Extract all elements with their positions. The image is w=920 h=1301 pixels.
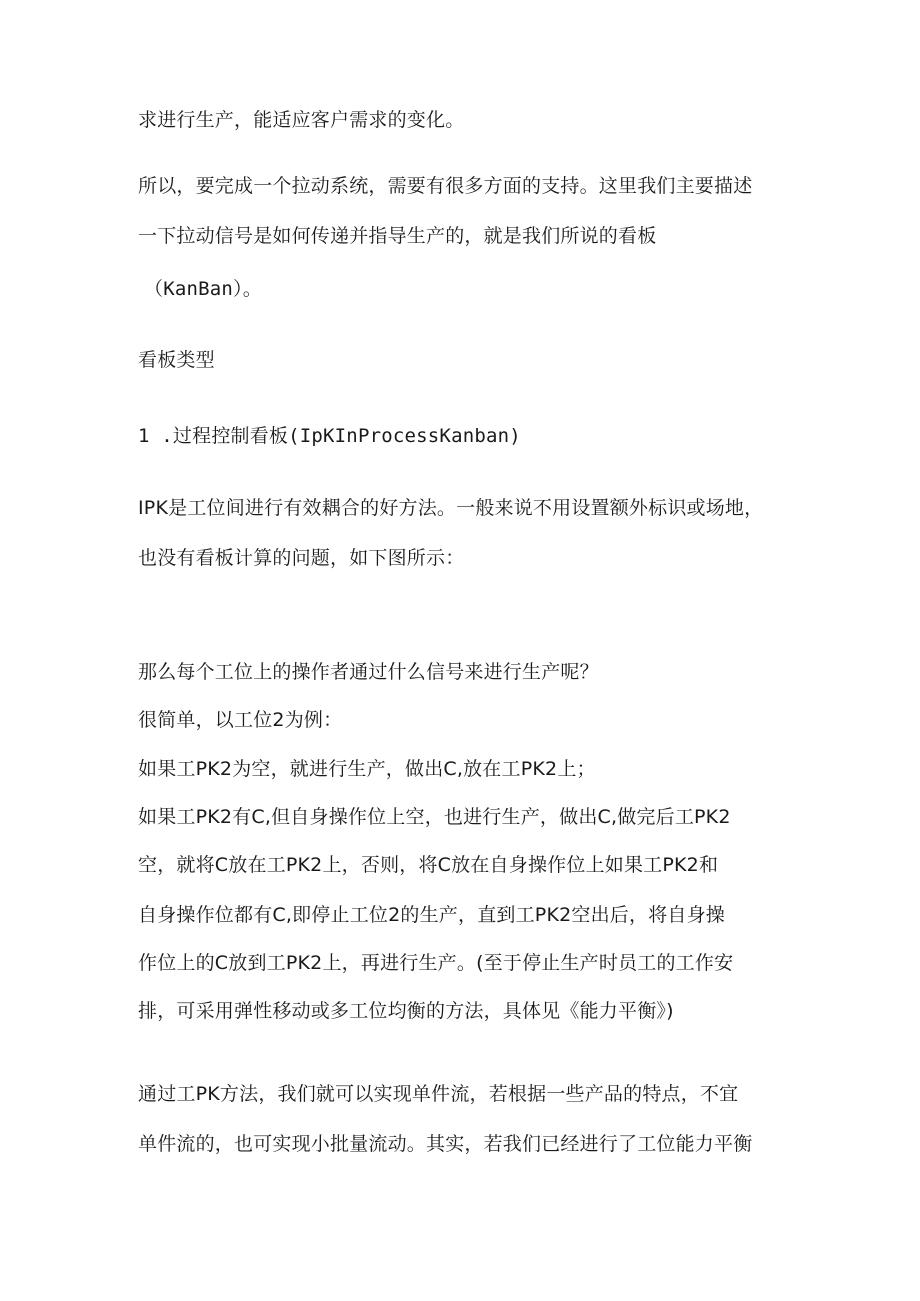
paragraph-line: 那么每个工位上的操作者通过什么信号来进行生产呢？ [138, 661, 599, 683]
paragraph-line: （KanBan）。 [144, 278, 262, 300]
paragraph-line: 很简单，以工位2为例： [138, 709, 343, 731]
paragraph-line: 所以，要完成一个拉动系统，需要有很多方面的支持。这里我们主要描述 [138, 175, 753, 197]
paragraph-line: IPK是工位间进行有效耦合的好方法。一般来说不用设置额外标识或场地， [138, 497, 764, 519]
paragraph-line: 单件流的，也可实现小批量流动。其实，若我们已经进行了工位能力平衡 [138, 1133, 753, 1155]
section-heading: 看板类型 [138, 349, 215, 371]
paragraph-line: 也没有看板计算的问题，如下图所示： [138, 547, 465, 569]
paragraph-line: 求进行生产，能适应客户需求的变化。 [138, 109, 465, 131]
subsection-heading: 1 .过程控制看板(IpKInProcessKanban) [138, 425, 521, 447]
paragraph-line: 通过工PK方法，我们就可以实现单件流，若根据一些产品的特点，不宜 [138, 1083, 739, 1105]
paragraph-line: 作位上的C放到工PK2上，再进行生产。(至于停止生产时员工的工作安 [138, 952, 734, 974]
paragraph-line: 如果工PK2有C,但自身操作位上空，也进行生产，做出C,做完后工PK2 [138, 806, 731, 828]
paragraph-line: 如果工PK2为空，就进行生产，做出C,放在工PK2上； [138, 758, 596, 780]
paragraph-line: 排，可采用弹性移动或多工位均衡的方法，具体见《能力平衡》) [138, 1000, 674, 1022]
paragraph-line: 自身操作位都有C,即停止工位2的生产，直到工PK2空出后，将自身操 [138, 904, 726, 926]
paragraph-line: 一下拉动信号是如何传递并指导生产的，就是我们所说的看板 [138, 225, 657, 247]
paragraph-line: 空，就将C放在工PK2上，否则，将C放在自身操作位上如果工PK2和 [138, 854, 719, 876]
